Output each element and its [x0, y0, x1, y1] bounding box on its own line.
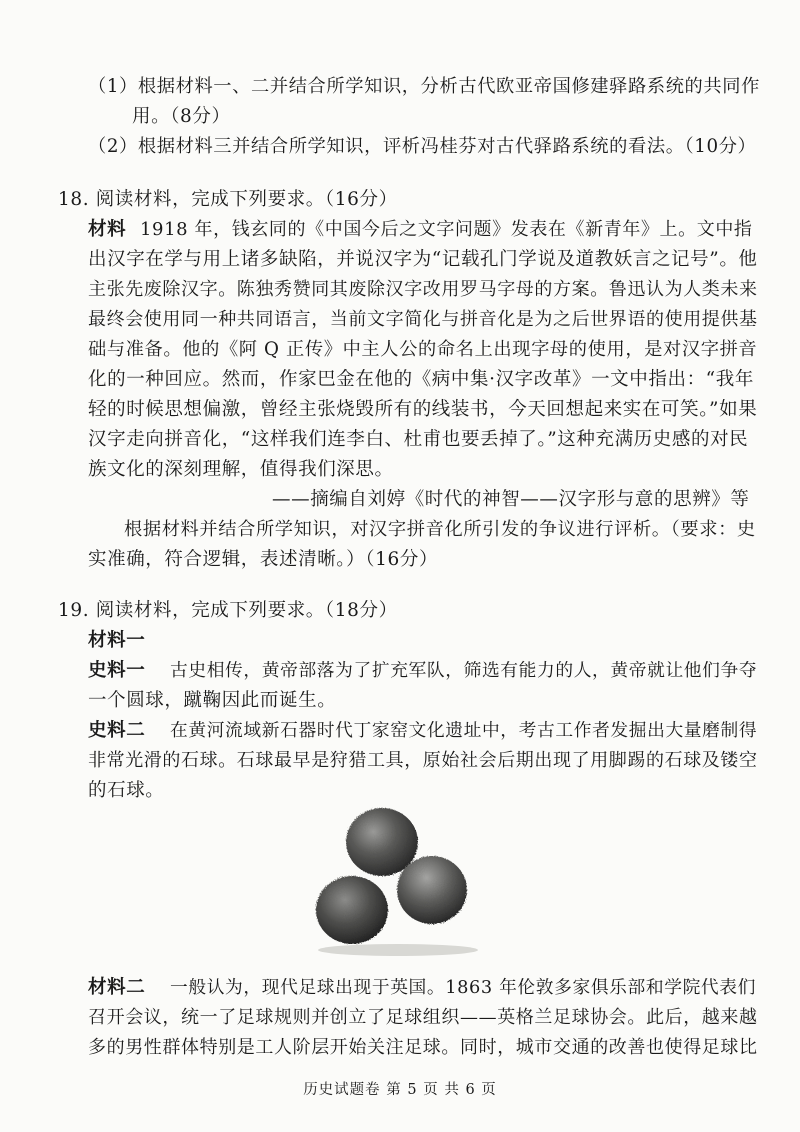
q19-source2-line2: 非常光滑的石球。石球最早是狩猎工具，原始社会后期出现了用脚踢的石球及镂空: [88, 750, 758, 771]
q19-material1-label: 材料一: [88, 630, 146, 651]
q18-material-line-6: 化的一种回应。然而，作家巴金在他的《病中集·汉字改革》一文中指出：“我年: [88, 369, 754, 390]
q19-material2-line-1: 一般认为，现代足球出现于英国。1863 年伦敦多家俱乐部和学院代表们: [170, 978, 756, 998]
stone-ball-right: [397, 856, 467, 924]
q18-material-line-8: 汉字走向拼音化，“这样我们连李白、杜甫也要丢掉了。”这种充满历史感的对民: [88, 429, 749, 450]
page-footer: 历史试题卷 第 5 页 共 6 页: [303, 1082, 497, 1098]
q18-material-label: 材料: [88, 219, 127, 240]
q18-material-line-1: 1918 年，钱玄同的《中国今后之文字问题》发表在《新青年》上。文中指: [140, 219, 753, 240]
stone-balls-photo: [300, 800, 500, 960]
q19-source1-line2: 一个圆球，蹴鞠因此而诞生。: [88, 690, 337, 711]
q17-sub1-line2: 用。（8分）: [132, 106, 231, 127]
stone-ball-left: [316, 876, 388, 944]
stone-ball-shadow: [318, 944, 478, 956]
q19-source2-label: 史料二: [88, 720, 146, 741]
q19-material2-label: 材料二: [88, 977, 146, 998]
q19-source2-line1: 在黄河流域新石器时代丁家窑文化遗址中，考古工作者发掘出大量磨制得: [170, 721, 758, 741]
q17-sub1-line1: （1）根据材料一、二并结合所学知识，分析古代欧亚帝国修建驿路系统的共同作: [88, 76, 760, 97]
q19-material2-line-2: 召开会议，统一了足球规则并创立了足球组织——英格兰足球协会。此后，越来越: [88, 1007, 758, 1028]
q18-material-line-7: 轻的时候思想偏激，曾经主张烧毁所有的线装书，今天回想起来实在可笑。”如果: [88, 399, 758, 420]
q19-source1-label: 史料一: [88, 660, 146, 681]
q18-material-line-3: 主张先废除汉字。陈独秀赞同其废除汉字改用罗马字母的方案。鲁迅认为人类未来: [88, 279, 758, 300]
q18-header: 18. 阅读材料，完成下列要求。（16分）: [58, 189, 398, 210]
q18-task-line1: 根据材料并结合所学知识，对汉字拼音化所引发的争议进行评析。（要求：史: [124, 519, 756, 540]
q18-material-line-4: 最终会使用同一种共同语言，当前文字简化与拼音化是为之后世界语的使用提供基: [88, 309, 758, 330]
q19-source2-line3: 的石球。: [88, 780, 165, 801]
q19-header: 19. 阅读材料，完成下列要求。（18分）: [58, 600, 398, 621]
q18-task-line2: 实准确，符合逻辑，表述清晰。）（16分）: [88, 549, 439, 570]
q19-material2-line-3: 多的男性群体特别是工人阶层开始关注足球。同时，城市交通的改善也使得足球比: [88, 1037, 758, 1058]
q18-material-line-9: 族文化的深刻理解，值得我们深思。: [88, 459, 394, 480]
q17-sub2: （2）根据材料三并结合所学知识，评析冯桂芬对古代驿路系统的看法。（10分）: [88, 136, 757, 157]
q18-source-citation: ——摘编自刘婷《时代的神智——汉字形与意的思辨》等: [272, 489, 750, 510]
stone-ball-top: [346, 808, 418, 876]
q19-source1-line1: 古史相传，黄帝部落为了扩充军队，筛选有能力的人，黄帝就让他们争夺: [170, 661, 758, 681]
q18-material-line-5: 础与准备。他的《阿 Q 正传》中主人公的命名上出现字母的使用，是对汉字拼音: [88, 339, 758, 360]
q18-material-line-2: 出汉字在学与用上诸多缺陷，并说汉字为“记载孔门学说及道教妖言之记号”。他: [88, 249, 758, 270]
